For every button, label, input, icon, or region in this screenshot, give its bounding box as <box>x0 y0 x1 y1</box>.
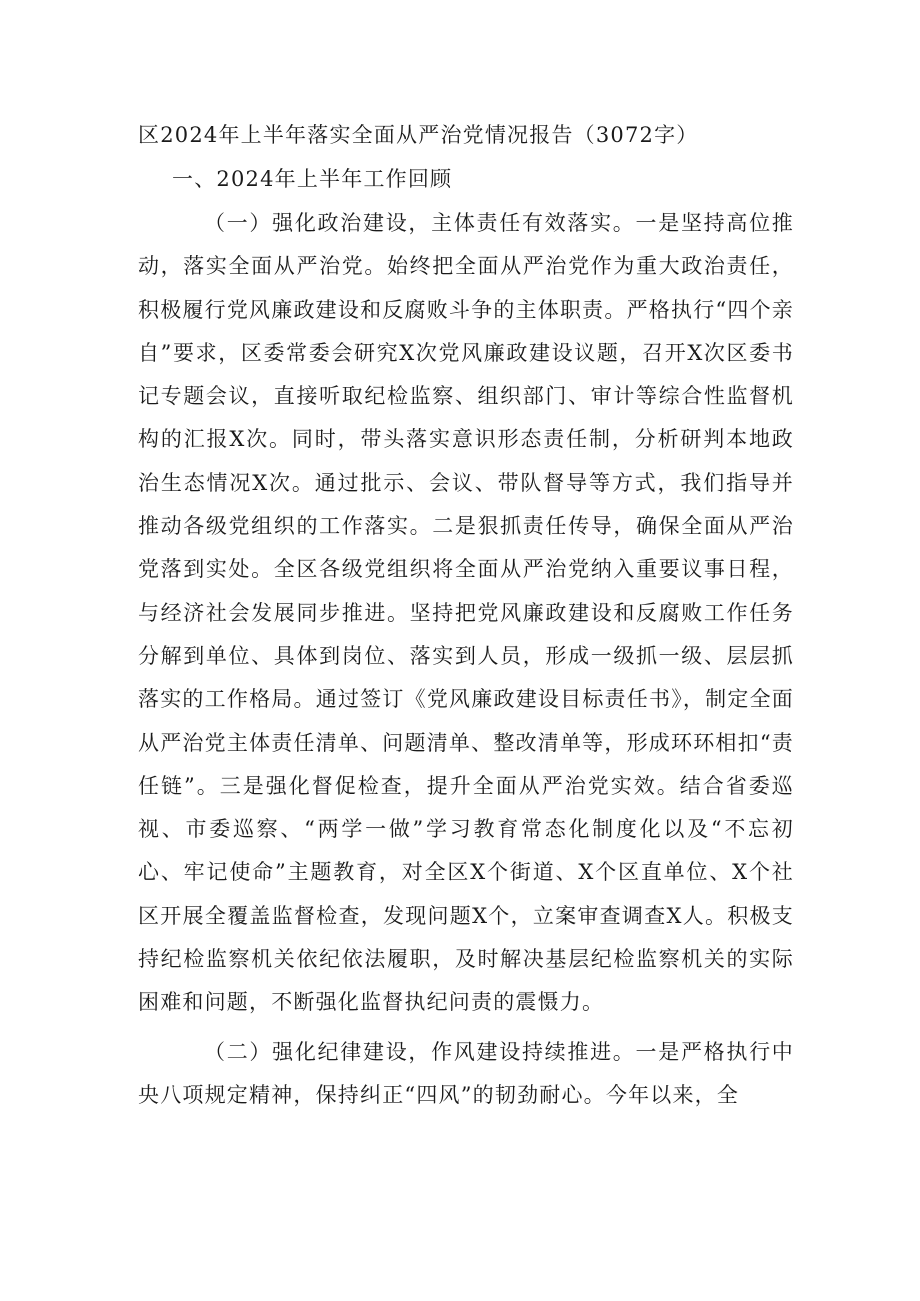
document-body <box>138 114 794 1117</box>
section-heading: 一、2024年上半年工作回顾 <box>172 167 453 191</box>
document-title: 区2024年上半年落实全面从严治党情况报告（3072字） <box>138 123 699 147</box>
paragraph-1: （一）强化政治建设，主体责任有效落实。一是坚持高位推动，落实全面从严治党。始终把全面从严治党作为重大政治责任，积极履行党风廉政建设和反腐败斗争的主体职责。严格执行“四个亲自”要求，区委常委会研究X次党风廉政建设议题，召开X次区委书记专题会议，直接听取纪检监察、组织部门、审计等综合性监督机构的汇报X次。同时，带头落实意识形态责任制，分析研判本地政治生态情况X次。通过批示、会议、带队督导等方式，我们指导并推动各级党组织的工作落实。二是狠抓责任传导，确保全面从严治党落到实处。全区各级党组织将全面从严治党纳入重要议事日程，与经济社会发展同步推进。坚持把党风廉政建设和反腐败工作任务分解到单位、具体到岗位、落实到人员，形成一级抓一级、层层抓落实的工作格局。通过签订《党风廉政建设目标责任书》，制定全面从严治党主体责任清单、问题清单、整改清单等，形成环环相扣“责任链”。三是强化督促检查，提升全面从严治党实效。结合省委巡视、市委巡察、“两学一做”学习教育常态化制度化以及“不忘初心、牢记使命”主题教育，对全区X个街道、X个区直单位、X个社区开展全覆盖监督检查，发现问题X个，立案审查调查X人。积极支持纪检监察机关依纪依法履职，及时解决基层纪检监察机关的实际困难和问题，不断强化监督执纪问责的震慑力。 <box>138 211 794 1015</box>
paragraph-2: （二）强化纪律建设，作风建设持续推进。一是严格执行中央八项规定精神，保持纠正“四风”的韧劲耐心。今年以来，全 <box>138 1039 794 1107</box>
